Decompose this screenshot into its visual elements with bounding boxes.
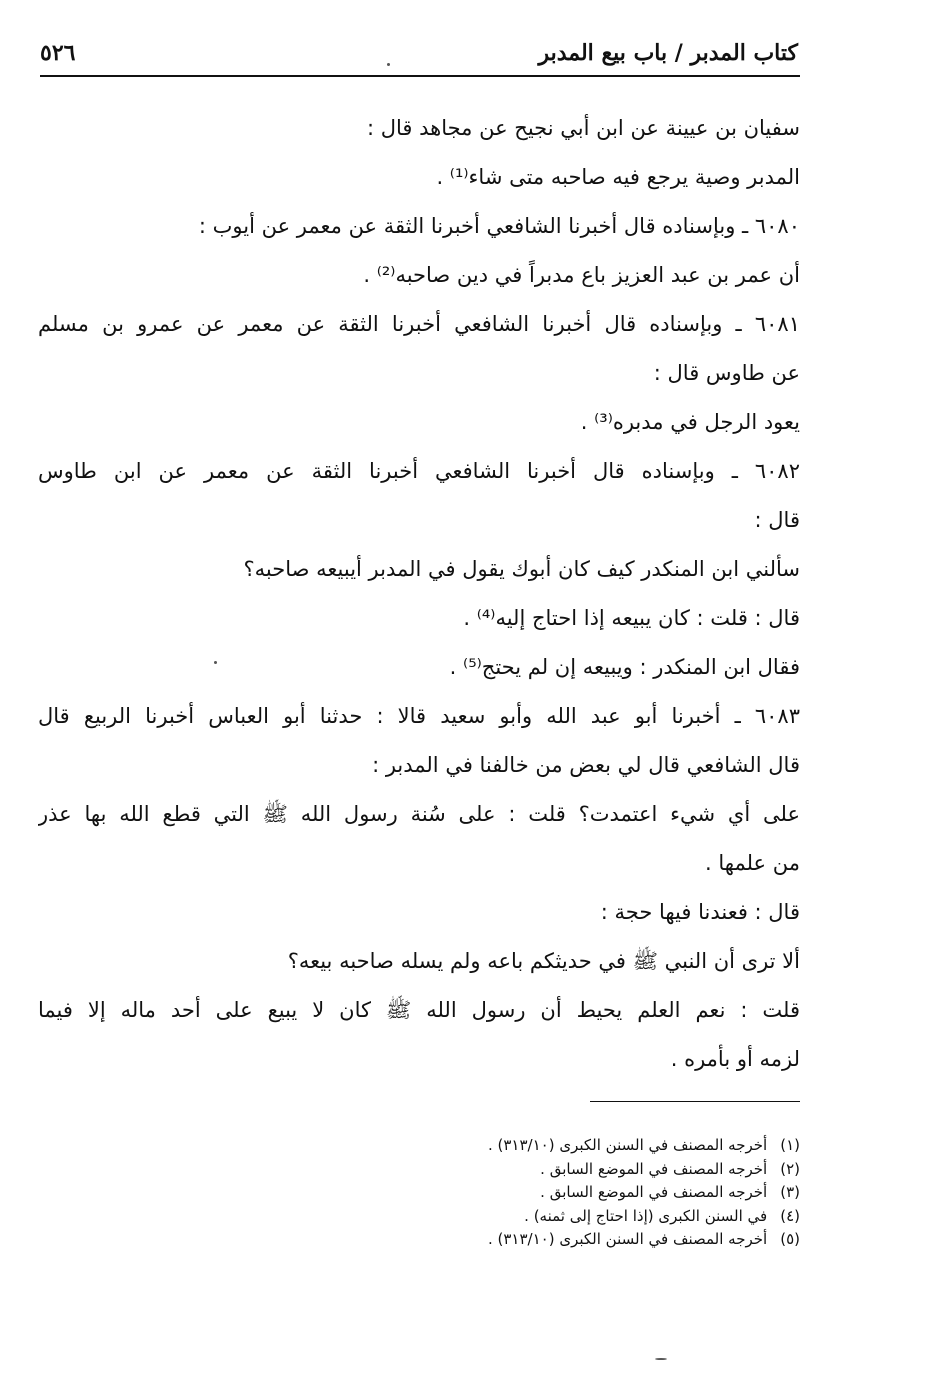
text-line-11: قال : قلت : كان يبيعه إذا احتاج إليه⁽⁴⁾ .: [463, 606, 800, 630]
footnotes: [300, 1134, 800, 1252]
text-line-9: قال :: [754, 508, 800, 532]
footnote-number: (٣): [780, 1183, 800, 1202]
footnote-item: [300, 1158, 800, 1182]
footnote-item: [300, 1205, 800, 1229]
footnote-text: في السنن الكبرى (إذا احتاج إلى ثمنه) .: [524, 1206, 768, 1225]
footnote-number: (٤): [780, 1206, 800, 1225]
scan-speck: [655, 1358, 667, 1360]
footnote-number: (٥): [780, 1230, 800, 1249]
text-line-13: ٦٠٨٣ ـ أخبرنا أبو عبد الله وأبو سعيد قالا : حدثنا أبو العباس أخبرنا الربيع قال: [38, 704, 800, 728]
text-line-8: ٦٠٨٢ ـ وبإسناده قال أخبرنا الشافعي أخبرنا الثقة عن معمر عن ابن طاوس: [38, 459, 800, 483]
text-line-16: من علمها .: [705, 851, 800, 875]
text-line-10: سألني ابن المنكدر كيف كان أبوك يقول في المدبر أيبيعه صاحبه؟: [243, 557, 800, 581]
text-line-14: قال الشافعي قال لي بعض من خالفنا في المدبر :: [372, 753, 800, 777]
header-rule: [40, 75, 800, 77]
scan-speck: [387, 63, 390, 66]
footnote-text: أخرجه المصنف في السنن الكبرى (٣١٣/١٠) .: [487, 1230, 768, 1249]
text-line-15: على أي شيء اعتمدت؟ قلت : على سُنة رسول الله ﷺ التي قطع الله بها عذر: [38, 802, 800, 826]
text-line-5: ٦٠٨١ ـ وبإسناده قال أخبرنا الشافعي أخبرنا الثقة عن معمر عن عمرو بن مسلم: [38, 312, 800, 336]
footnote-item: [300, 1181, 800, 1205]
chapter-title: كتاب المدبر / باب بيع المدبر: [538, 40, 798, 66]
text-line-2: المدبر وصية يرجع فيه صاحبه متى شاء⁽¹⁾ .: [436, 165, 800, 189]
text-line-7: يعود الرجل في مدبره⁽³⁾ .: [580, 410, 800, 434]
text-line-12: فقال ابن المنكدر : ويبيعه إن لم يحتج⁽⁵⁾ .: [449, 655, 800, 679]
text-line-1: سفيان بن عيينة عن ابن أبي نجيح عن مجاهد قال :: [366, 116, 800, 140]
footnote-item: [300, 1134, 800, 1158]
running-header: [40, 38, 798, 72]
footnote-text: أخرجه المصنف في الموضع السابق .: [540, 1159, 768, 1178]
footnote-number: (١): [780, 1136, 800, 1154]
footnote-text: أخرجه المصنف في الموضع السابق .: [540, 1183, 768, 1202]
text-line-6: عن طاوس قال :: [653, 361, 800, 385]
footnote-item: [300, 1228, 800, 1252]
main-text: [38, 104, 800, 1084]
text-line-20: لزمه أو بأمره .: [670, 1047, 800, 1071]
text-line-18: ألا ترى أن النبي ﷺ في حديثكم باعه ولم يسله صاحبه بيعه؟: [287, 949, 800, 973]
text-line-3: ٦٠٨٠ ـ وبإسناده قال أخبرنا الشافعي أخبرنا الثقة عن معمر عن أيوب :: [198, 214, 800, 238]
text-line-17: قال : فعندنا فيها حجة :: [600, 900, 800, 924]
scan-speck: [214, 661, 217, 664]
text-line-19: قلت : نعم العلم يحيط أن رسول الله ﷺ كان لا يبيع على أحد ماله إلا فيما: [38, 998, 800, 1022]
footnote-text: أخرجه المصنف في السنن الكبرى (٣١٣/١٠) .: [487, 1136, 768, 1154]
page-number: ٥٢٦: [40, 40, 76, 66]
footnote-separator: [590, 1101, 800, 1102]
footnote-number: (٢): [780, 1159, 800, 1178]
text-line-4: أن عمر بن عبد العزيز باع مدبراً في دين صاحبه⁽²⁾ .: [363, 263, 800, 287]
